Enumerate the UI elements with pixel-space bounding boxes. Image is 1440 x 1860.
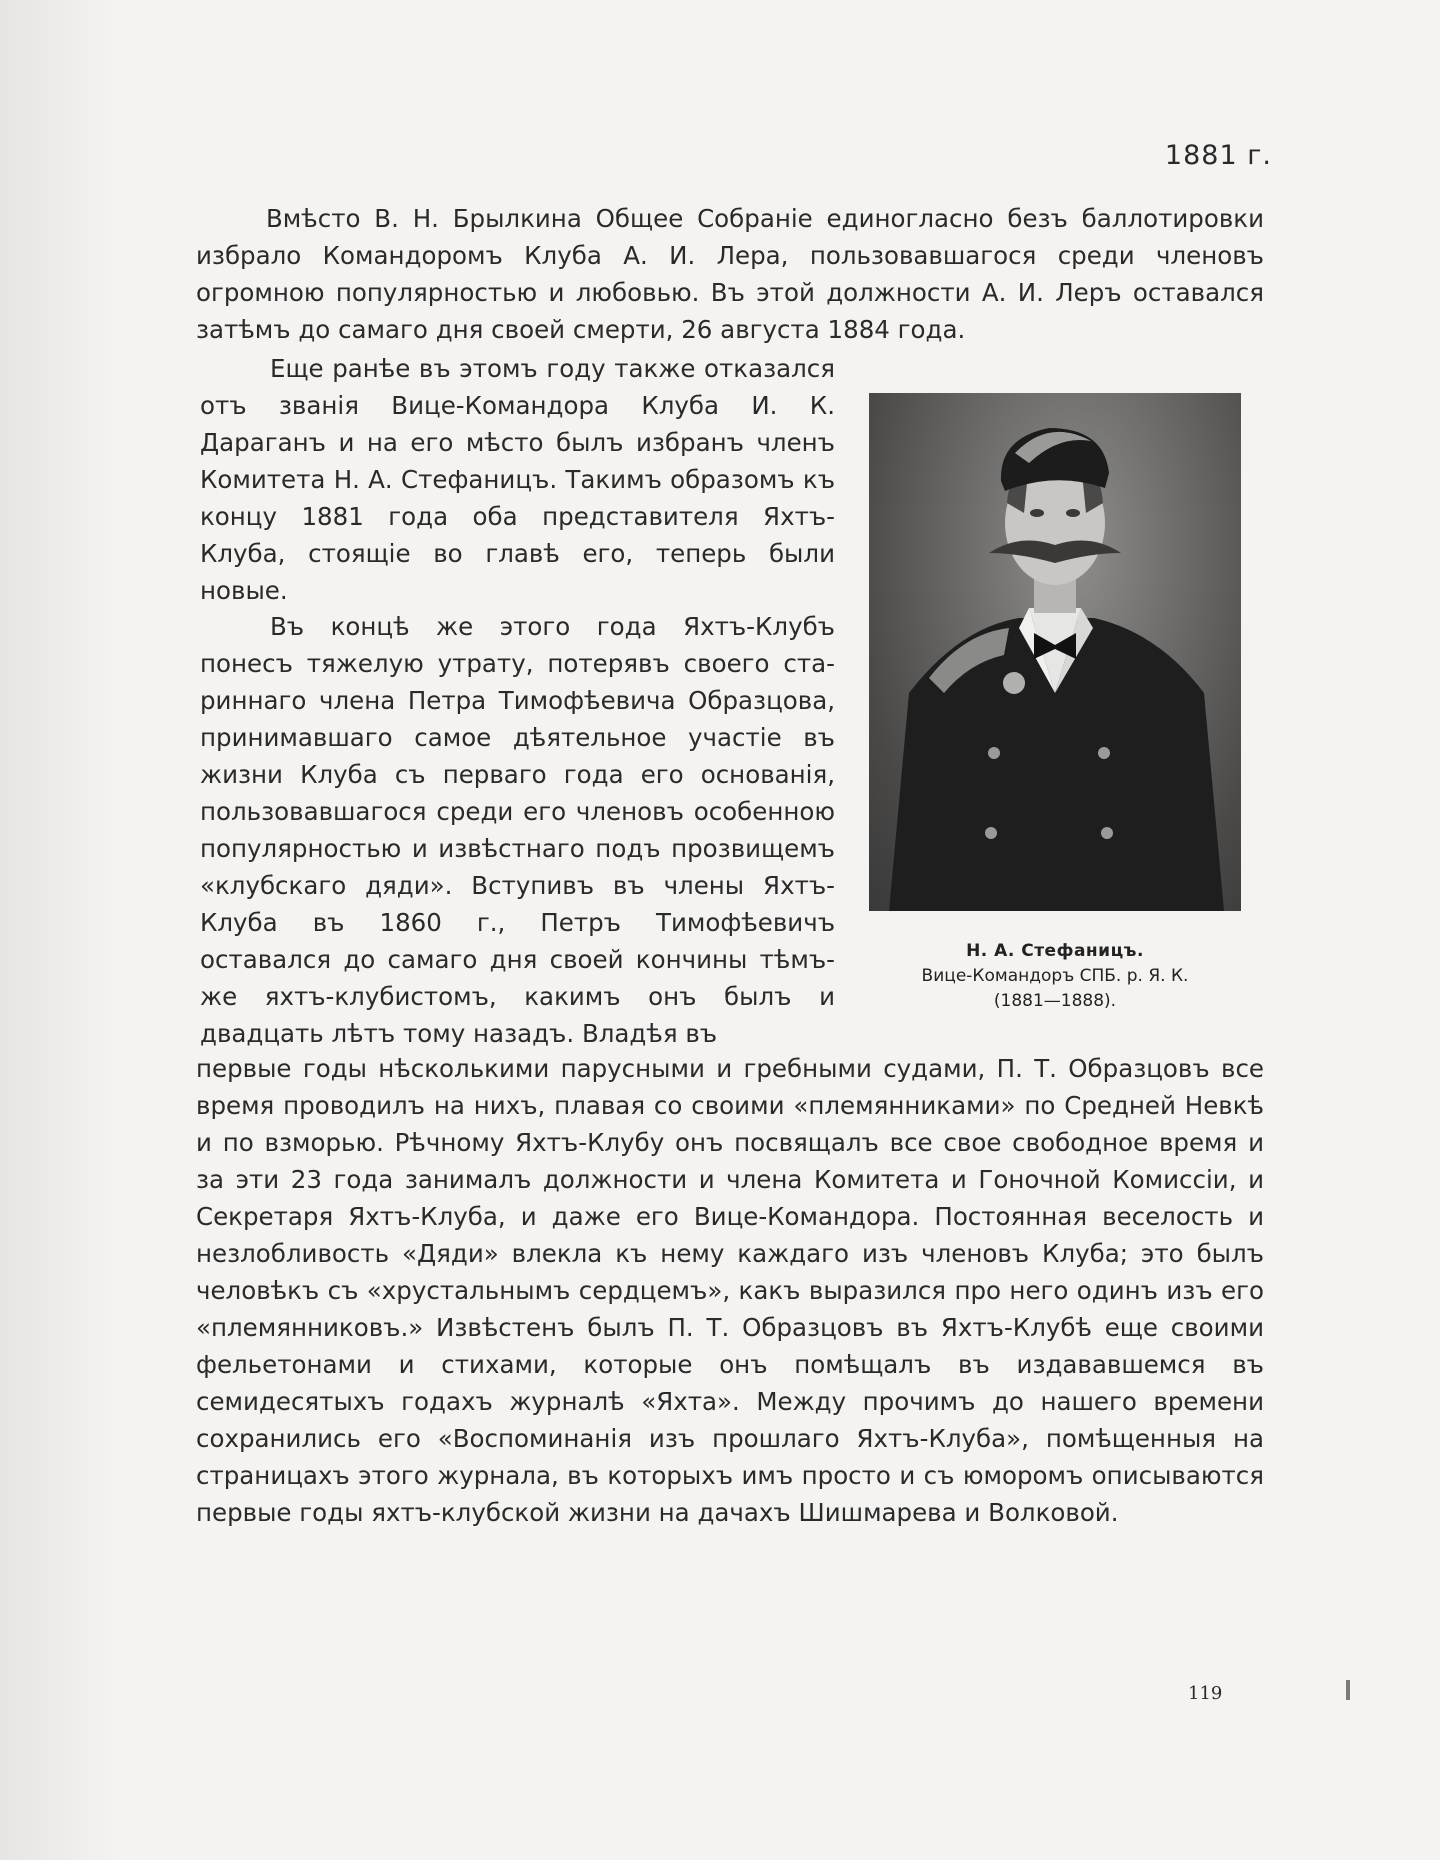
caption-years: (1881—1888). bbox=[993, 991, 1117, 1011]
portrait-photo bbox=[869, 393, 1241, 911]
paragraph-vice-commodore: Еще ранѣе въ этомъ году также отказался отъ званія Вице-Командора Клуба И. К. Дараганъ и на его мѣсто былъ избранъ членъ Комитета Н. А. Стефаницъ. Такимъ образомъ къ концу 1881 года оба представителя Яхтъ-Клуба, стоящіе во главѣ его, теперь были новые. bbox=[200, 354, 835, 605]
paragraph-commodore-election: Вмѣсто В. Н. Брылкина Общее Собраніе единогласно безъ баллотировки избрало Командоромъ Клуба А. И. Лера, пользовавшагося среди членовъ огромною популярностью и любовью. Въ этой должности А. И. Леръ оставался затѣмъ до самаго дня своей смерти, 26 августа 1884 года. bbox=[196, 204, 1264, 344]
paragraph-obraztsov-part1: Въ концѣ же этого года Яхтъ-Клубъ понесъ тяжелую утрату, потерявъ своего стариннаго члена Петра Тимофѣевича Образцова, принимавшаго самое дѣятельное участіе въ жизни Клуба съ перваго года его основанія, пользовавшагося среди его членовъ особенною популярностью и извѣстнаго подъ прозвищемъ «клубскаго дяди». Вступивъ въ члены Яхтъ-Клуба въ 1860 г., Петръ Тимофѣевичъ оставался до самаго дня своей кончины тѣмъ-же яхтъ-клубистомъ, какимъ онъ былъ и двадцать лѣтъ тому назадъ. Владѣя въ bbox=[200, 612, 835, 1048]
portrait-figure bbox=[869, 393, 1241, 1014]
portrait-illustration bbox=[869, 393, 1241, 911]
page-edge-mark bbox=[1346, 1680, 1350, 1700]
caption-name: Н. А. Стефаницъ. bbox=[966, 941, 1144, 961]
page-edge-shadow bbox=[0, 0, 120, 1860]
paragraph-obraztsov-part2: первые годы нѣсколькими парусными и гребными судами, П. Т. Образцовъ все время проводилъ на нихъ, плавая со своими «племянниками» по Средней Невкѣ и по взморью. Рѣчному Яхтъ-Клубу онъ посвящалъ все свое свободное время и за эти 23 года занималъ должности и члена Комитета и Гоночной Комиссіи, и Секретаря Яхтъ-Клуба, и даже его Вице-Командора. Постоянная веселость и незлобливость «Дяди» влекла къ нему каждаго изъ членовъ Клуба; это былъ человѣкъ съ «хрустальнымъ сердцемъ», какъ выразился про него одинъ изъ его «племянниковъ.» Извѣстенъ былъ П. Т. Образцовъ въ Яхтъ-Клубѣ еще своими фельетонами и стихами, которые онъ помѣщалъ въ издававшемся въ семидесятыхъ годахъ журналѣ «Яхта». Между прочимъ до нашего времени сохранились его «Воспоминанія изъ прошлаго Яхтъ-Клуба», помѣщенныя на страницахъ этого журнала, въ которыхъ имъ просто и съ юморомъ описываются первые годы яхтъ-клубской жизни на дачахъ Шишмарева и Волковой. bbox=[196, 1054, 1264, 1527]
caption-title: Вице-Командоръ СПБ. р. Я. К. bbox=[921, 966, 1189, 986]
portrait-caption bbox=[869, 939, 1241, 1014]
page-number: 119 bbox=[1188, 1683, 1223, 1704]
running-header-year: 1881 г. bbox=[1164, 140, 1272, 171]
